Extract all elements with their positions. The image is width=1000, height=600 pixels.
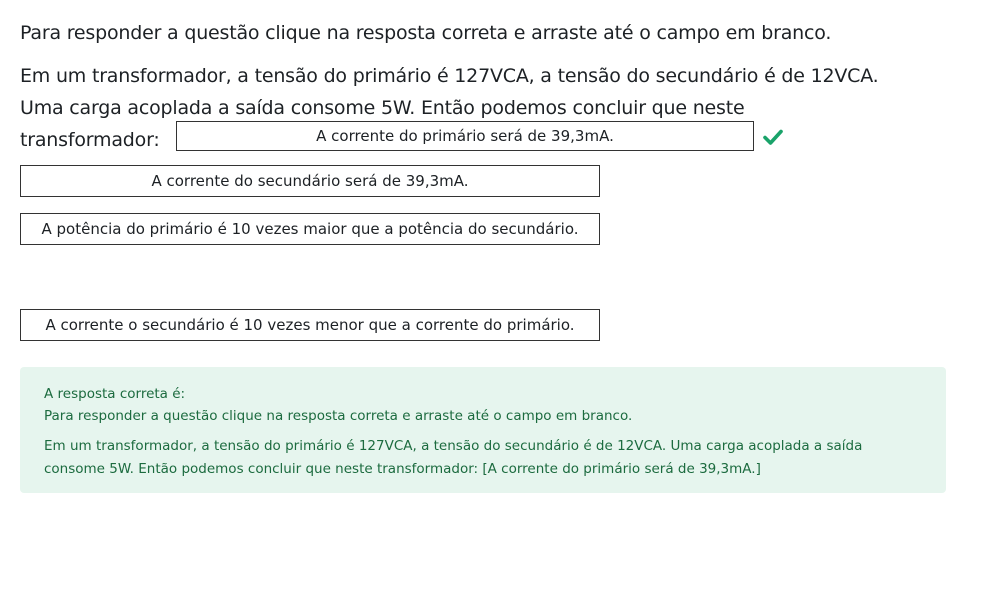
feedback-heading: A resposta correta é: — [44, 386, 186, 402]
instruction-text: Para responder a questão clique na resposta correta e arraste até o campo em branco. — [20, 22, 832, 44]
question-line-1: Em um transformador, a tensão do primário é 127VCA, a tensão do secundário é de 12VCA. — [20, 65, 879, 87]
check-icon — [763, 128, 783, 146]
question-line-3: transformador: — [20, 129, 160, 151]
choice-option-3[interactable]: A corrente o secundário é 10 vezes menor que a corrente do primário. — [20, 309, 600, 341]
feedback-answer-line-1: Em um transformador, a tensão do primário é 127VCA, a tensão do secundário é de 12VCA. Uma carga acoplada a saída — [44, 438, 863, 454]
choice-option-1[interactable]: A corrente do secundário será de 39,3mA. — [20, 165, 600, 197]
feedback-answer — [44, 435, 922, 481]
answer-drop-zone[interactable]: A corrente do primário será de 39,3mA. — [176, 121, 754, 151]
correct-answer-feedback — [20, 367, 946, 493]
feedback-instruction: Para responder a questão clique na resposta correta e arraste até o campo em branco. — [44, 408, 633, 424]
question-line-2: Uma carga acoplada a saída consome 5W. Então podemos concluir que neste — [20, 97, 745, 119]
choice-option-2[interactable]: A potência do primário é 10 vezes maior que a potência do secundário. — [20, 213, 600, 245]
feedback-answer-line-2: consome 5W. Então podemos concluir que neste transformador: [A corrente do primário será de 39,3mA.] — [44, 461, 761, 477]
